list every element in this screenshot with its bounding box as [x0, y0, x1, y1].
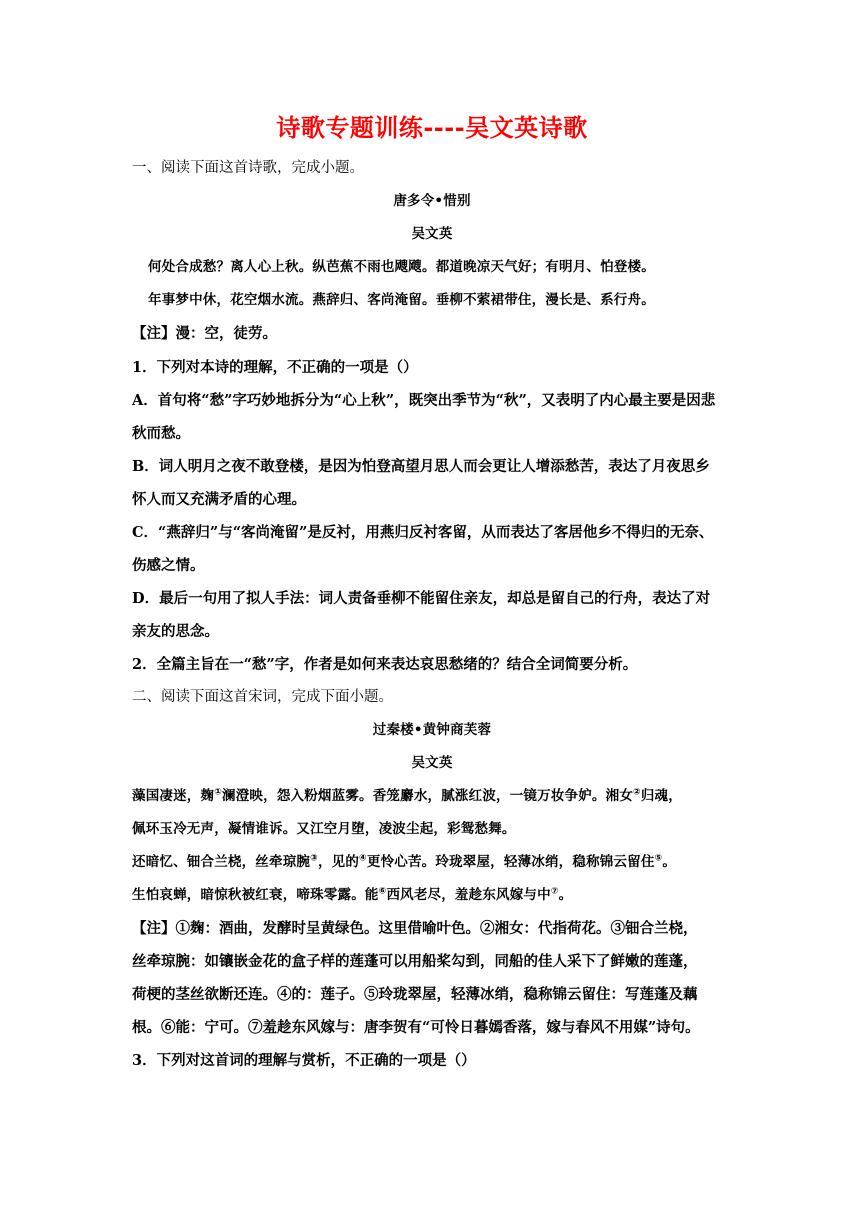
- question-1-option-b-line-2: 怀人而又充满矛盾的心理。: [132, 491, 306, 508]
- footnote-marker-5: ⑤: [654, 853, 663, 864]
- poem2-note-line-3: 荷梗的茎丝欲断还连。④的：莲子。⑤玲珑翠屋，轻薄冰绡，稳称锦云留住：写莲蓬及藕: [132, 986, 698, 1003]
- poem2-line-1-part-b: 澜澄映，怨入粉烟蓝雾。香笼麝水，腻涨红波，一镜万妆争妒。湘女: [222, 788, 634, 804]
- poem2-line-2: 佩环玉冷无声，凝情谁诉。又江空月堕，凌波尘起，彩鸳愁舞。: [132, 821, 516, 837]
- poem1-line-2: 年事梦中休，花空烟水流。燕辞归、客尚淹留。垂柳不萦裙带住，漫长是、系行舟。: [148, 292, 655, 308]
- poem2-line-1: [132, 780, 732, 813]
- poem2-note-line-2: 丝牵琼腕：如镶嵌金花的盒子样的莲蓬可以用船桨勾到，同船的佳人采下了鲜嫩的莲蓬，: [132, 953, 698, 970]
- poem2-line-3-part-a: 还暗忆、钿合兰桡，丝牵琼腕: [132, 854, 311, 870]
- poem2-line-4-part-c: 。: [558, 887, 573, 903]
- question-1-option-c-line-1: C．“燕辞归”与“客尚淹留”是反衬，用燕归反衬客留，从而表达了客居他乡不得归的无奈、: [132, 524, 714, 541]
- poem1-note: [132, 317, 732, 351]
- poem2-line-1-part-a: 藻国凄迷，麹: [132, 788, 215, 804]
- question-1-option-c-line-2: 伤感之情。: [132, 557, 205, 574]
- poem2-title: 过秦楼•黄钟商芙蓉: [372, 722, 492, 738]
- poem2-line-3-part-d: 。: [662, 854, 677, 870]
- footnote-marker-7: ⑦: [550, 886, 559, 897]
- poem2-line-4-part-a: 生怕哀蝉，暗惊秋被红衰，啼珠零露。能: [132, 887, 379, 903]
- footnote-marker-1: ①: [214, 787, 223, 798]
- document-page: [132, 108, 732, 1077]
- poem2-line-4: [132, 879, 732, 912]
- poem2-author: 吴文英: [411, 755, 453, 771]
- poem2-line-1-part-c: 归魂，: [640, 788, 682, 804]
- footnote-marker-6: ⑥: [378, 886, 387, 897]
- footnote-marker-3: ③: [310, 853, 318, 864]
- document-title: 诗歌专题训练----吴文英诗歌: [276, 114, 588, 142]
- footnote-marker-2: ②: [633, 787, 641, 798]
- question-1-option-a-line-2: 秋而愁。: [132, 425, 190, 442]
- poem1-author: 吴文英: [411, 226, 453, 242]
- question-1-option-a-line-1: A．首句将“愁”字巧妙地拆分为“心上秋”，既突出季节为“秋”，又表明了内心最主要是因悲: [132, 392, 716, 409]
- poem1-line-1: 何处合成愁？离人心上秋。纵芭蕉不雨也飕飕。都道晚凉天气好；有明月、怕登楼。: [148, 259, 655, 275]
- footnote-marker-4: ④: [359, 853, 367, 864]
- poem2-line-3-part-b: ，见的: [317, 854, 360, 870]
- section2-heading: 二、阅读下面这首宋词，完成下面小题。: [132, 689, 393, 705]
- question-3-stem: 3．下列对这首词的理解与赏析，不正确的一项是（）: [132, 1052, 476, 1069]
- poem2-line-3-part-c: 更怜心苦。玲珑翠屋，轻薄冰绡，稳称锦云留住: [366, 854, 655, 870]
- poem1-note-text: 【注】漫：空，徒劳。: [132, 325, 277, 342]
- question-1-stem: 1．下列对本诗的理解，不正确的一项是（）: [132, 359, 418, 376]
- question-2-stem: 2．全篇主旨在一“愁”字，作者是如何来表达哀思愁绪的？结合全词简要分析。: [132, 656, 638, 673]
- poem2-note-line-4: 根。⑥能：宁可。⑦羞趁东风嫁与：唐李贺有“可怜日暮嫣香落，嫁与春风不用媒”诗句。: [132, 1019, 700, 1036]
- poem1-title: 唐多令•惜别: [393, 193, 471, 209]
- section1-heading: 一、阅读下面这首诗歌，完成小题。: [132, 160, 364, 176]
- question-1-option-d-line-2: 亲友的思念。: [132, 623, 219, 640]
- question-1-option-b-line-1: B．词人明月之夜不敢登楼，是因为怕登高望月思人而会更让人增添愁苦，表达了月夜思乡: [132, 458, 710, 475]
- poem2-line-3: [132, 846, 732, 879]
- poem2-note-line-1: 【注】①麹：酒曲，发酵时呈黄绿色。这里借喻叶色。②湘女：代指荷花。③钿合兰桡，: [132, 920, 698, 937]
- poem2-line-4-part-b: 西风老尽，羞趁东风嫁与中: [386, 887, 551, 903]
- question-1-option-d-line-1: D．最后一句用了拟人手法：词人责备垂柳不能留住亲友，却总是留自己的行舟，表达了对: [132, 590, 711, 607]
